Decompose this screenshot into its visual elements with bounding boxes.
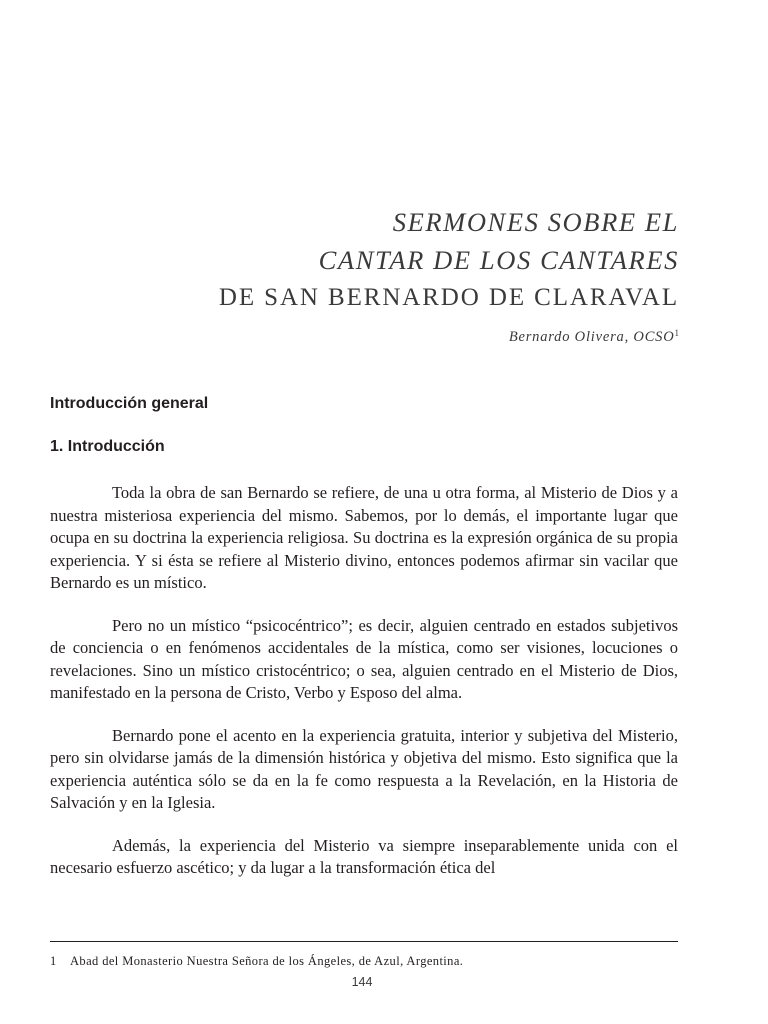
- footnote-divider: [50, 941, 678, 942]
- footnote-number: 1: [50, 954, 57, 968]
- author-line: [509, 328, 679, 346]
- footnote-reference: 1: [674, 328, 679, 338]
- paragraph-1: Toda la obra de san Bernardo se refiere, de una u otra forma, al Misterio de Dios y a nuestra misteriosa experiencia del mismo. Sabemos, por lo demás, el importante lugar que ocupa en su doctrina la experiencia religiosa. Su doctrina es la expresión orgánica de su propia experiencia. Y si ésta se refiere al Misterio divino, entonces podemos afirmar sin vacilar que Bernardo es un místico.: [50, 483, 678, 592]
- footnote-text: Abad del Monasterio Nuestra Señora de los Ángeles, de Azul, Argentina.: [70, 954, 464, 968]
- title-line-1: SERMONES SOBRE EL: [392, 207, 679, 237]
- title-block: [219, 203, 679, 315]
- author-name: Bernardo Olivera, OCSO: [508, 329, 675, 345]
- footnote: [50, 954, 463, 969]
- paragraph-2: Pero no un místico “psicocéntrico”; es decir, alguien centrado en estados subjetivos de conciencia o en fenómenos accidentales de la mística, como ser visiones, locuciones o revelaciones. Sino un místico cristocéntrico; o sea, alguien centrado en el Misterio de Dios, manifestado en la persona de Cristo, Verbo y Esposo del alma.: [50, 615, 678, 702]
- paragraph-4: Además, la experiencia del Misterio va siempre inseparablemente unida con el necesario esfuerzo ascético; y da lugar a la transformación ética del: [50, 835, 678, 877]
- body-text: [50, 482, 678, 880]
- paragraph-3: Bernardo pone el acento en la experiencia gratuita, interior y subjetiva del Misterio, pero sin olvidarse jamás de la dimensión histórica y objetiva del mismo. Esto significa que la experiencia auténtica sólo se da en la fe como respuesta a la Revelación, en la Historia de Salvación y en la Iglesia.: [50, 725, 678, 812]
- page-number: 144: [351, 975, 373, 989]
- subsection-heading: 1. Introducción: [50, 438, 165, 455]
- title-line-2: CANTAR DE LOS CANTARES: [318, 245, 679, 275]
- title-line-3: DE SAN BERNARDO DE CLARAVAL: [218, 284, 679, 311]
- section-heading: Introducción general: [50, 395, 209, 412]
